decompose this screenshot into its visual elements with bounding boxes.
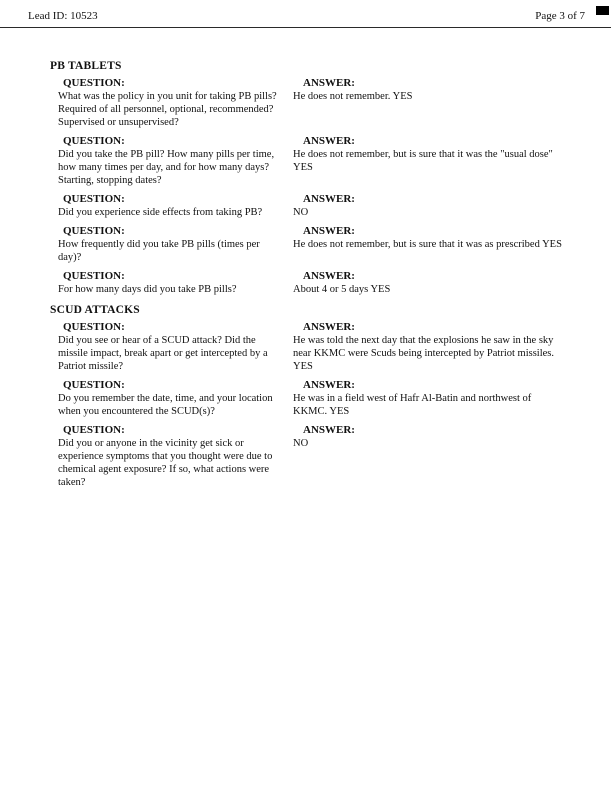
document-content — [0, 28, 611, 489]
answer-label: ANSWER: — [303, 379, 355, 391]
question-label: QUESTION: — [63, 225, 125, 237]
question-text: Did you or anyone in the vicinity get sick or experience symptoms that you thought were due to chemical agent exposure? If so, what actions were taken? — [58, 438, 273, 488]
question-label: QUESTION: — [63, 379, 125, 391]
answer-label: ANSWER: — [303, 424, 355, 436]
qa-pair — [50, 321, 565, 373]
qa-pair — [50, 135, 565, 187]
answer-text: He does not remember, but is sure that it was the "usual dose" YES — [293, 149, 553, 173]
answer-text: He was in a field west of Hafr Al-Batin and northwest of KKMC. YES — [293, 393, 532, 417]
qa-pair — [50, 193, 565, 219]
page-header — [0, 0, 611, 22]
section-scud-attacks — [50, 304, 565, 489]
question-label: QUESTION: — [63, 321, 125, 333]
question-label: QUESTION: — [63, 77, 125, 89]
question-text: How frequently did you take PB pills (times per day)? — [58, 239, 260, 263]
answer-text: NO — [293, 207, 309, 218]
qa-pair — [50, 225, 565, 264]
section-title: SCUD ATTACKS — [50, 304, 140, 316]
answer-text: NO — [293, 438, 309, 449]
question-text: Do you remember the date, time, and your location when you encountered the SCUD(s)? — [58, 393, 273, 417]
question-label: QUESTION: — [63, 424, 125, 436]
answer-text: He was told the next day that the explosions he saw in the sky near KKMC were Scuds being intercepted by Patriot missiles. YES — [293, 335, 554, 372]
question-label: QUESTION: — [63, 270, 125, 282]
answer-text: About 4 or 5 days YES — [293, 284, 391, 295]
qa-pair — [50, 270, 565, 296]
qa-pair — [50, 77, 565, 129]
answer-label: ANSWER: — [303, 77, 355, 89]
question-label: QUESTION: — [63, 193, 125, 205]
answer-label: ANSWER: — [303, 321, 355, 333]
qa-pair — [50, 379, 565, 418]
answer-label: ANSWER: — [303, 270, 355, 282]
answer-label: ANSWER: — [303, 135, 355, 147]
question-label: QUESTION: — [63, 135, 125, 147]
question-text: What was the policy in you unit for taking PB pills? Required of all personnel, optional, recommended? Supervised or unsupervised? — [58, 91, 277, 128]
answer-text: He does not remember, but is sure that it was as prescribed YES — [293, 239, 562, 250]
question-text: For how many days did you take PB pills? — [58, 284, 237, 295]
page-number: Page 3 of 7 — [535, 10, 585, 22]
question-text: Did you experience side effects from taking PB? — [58, 207, 263, 218]
section-title: PB TABLETS — [50, 60, 122, 72]
question-text: Did you take the PB pill? How many pills per time, how many times per day, and for how many days? Starting, stopping dates? — [58, 149, 275, 186]
section-pb-tablets — [50, 60, 565, 296]
answer-label: ANSWER: — [303, 225, 355, 237]
qa-pair — [50, 424, 565, 489]
question-text: Did you see or hear of a SCUD attack? Did the missile impact, break apart or get intercepted by a Patriot missile? — [58, 335, 268, 372]
scan-artifact-mark — [596, 6, 609, 15]
lead-id: Lead ID: 10523 — [28, 10, 98, 22]
answer-label: ANSWER: — [303, 193, 355, 205]
answer-text: He does not remember. YES — [293, 91, 413, 102]
